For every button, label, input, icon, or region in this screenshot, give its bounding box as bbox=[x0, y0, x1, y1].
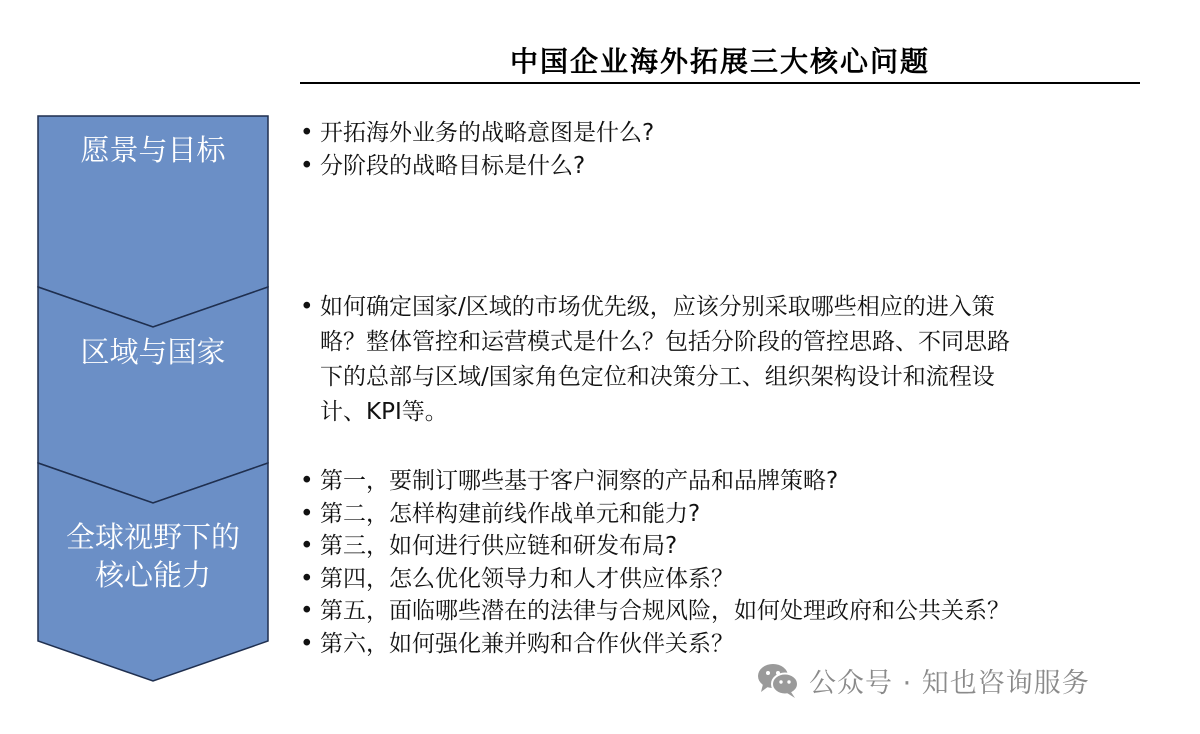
watermark bbox=[755, 660, 1090, 700]
list-item bbox=[298, 628, 1010, 661]
list-item bbox=[298, 498, 1010, 531]
bullet-dot: • bbox=[300, 120, 314, 146]
list-item bbox=[298, 465, 1010, 498]
bullet-text: 第五，面临哪些潜在的法律与合规风险，如何处理政府和公共关系？ bbox=[320, 598, 1010, 624]
list-item bbox=[298, 563, 1010, 596]
bullet-dot: • bbox=[300, 500, 314, 527]
bullet-text: 第六，如何强化兼并购和合作伙伴关系？ bbox=[320, 630, 734, 657]
bullet-text: 分阶段的战略目标是什么? bbox=[320, 152, 586, 179]
region-paragraph bbox=[298, 290, 1018, 430]
capability-bullets bbox=[298, 465, 1010, 660]
bullet-text: 第一，要制订哪些基于客户洞察的产品和品牌策略? bbox=[320, 468, 839, 494]
list-item bbox=[298, 595, 1010, 628]
vision-bullets bbox=[298, 117, 654, 182]
wechat-icon bbox=[755, 660, 801, 700]
bullet-dot: • bbox=[300, 468, 314, 494]
bullet-text: 开拓海外业务的战略意图是什么? bbox=[320, 120, 655, 146]
bullet-text: 第三，如何进行供应链和研发布局? bbox=[320, 533, 678, 559]
stage-label-capability-line2: 核心能力 bbox=[94, 558, 211, 592]
stage-label-capability bbox=[38, 518, 268, 594]
stage-label-region: 区域与国家 bbox=[80, 335, 226, 369]
bullet-dot: • bbox=[300, 152, 314, 179]
list-item bbox=[298, 117, 654, 150]
diagram-title: 中国企业海外拓展三大核心问题 bbox=[509, 45, 930, 78]
bullet-dot: • bbox=[300, 630, 314, 657]
bullet-dot: • bbox=[300, 294, 314, 320]
title-underline bbox=[300, 82, 1140, 84]
watermark-text: 公众号 · 知也咨询服务 bbox=[809, 667, 1090, 699]
stage-label-vision: 愿景与目标 bbox=[80, 133, 226, 167]
bullet-dot: • bbox=[300, 565, 314, 592]
bullet-dot: • bbox=[300, 533, 314, 559]
list-item bbox=[298, 150, 654, 183]
bullet-text: 第四，怎么优化领导力和人才供应体系？ bbox=[320, 565, 734, 592]
bullet-text: 第二，怎样构建前线作战单元和能力? bbox=[320, 500, 701, 527]
bullet-dot: • bbox=[300, 598, 314, 624]
stage-label-capability-line1: 全球视野下的 bbox=[65, 520, 240, 554]
list-item bbox=[298, 530, 1010, 563]
region-paragraph-text: 如何确定国家/区域的市场优先级，应该分别采取哪些相应的进入策略？整体管控和运营模式是什么？包括分阶段的管控思路、不同思路下的总部与区域/国家角色定位和决策分工、组织架构设计和流程设计、KPI等。 bbox=[320, 294, 1010, 425]
